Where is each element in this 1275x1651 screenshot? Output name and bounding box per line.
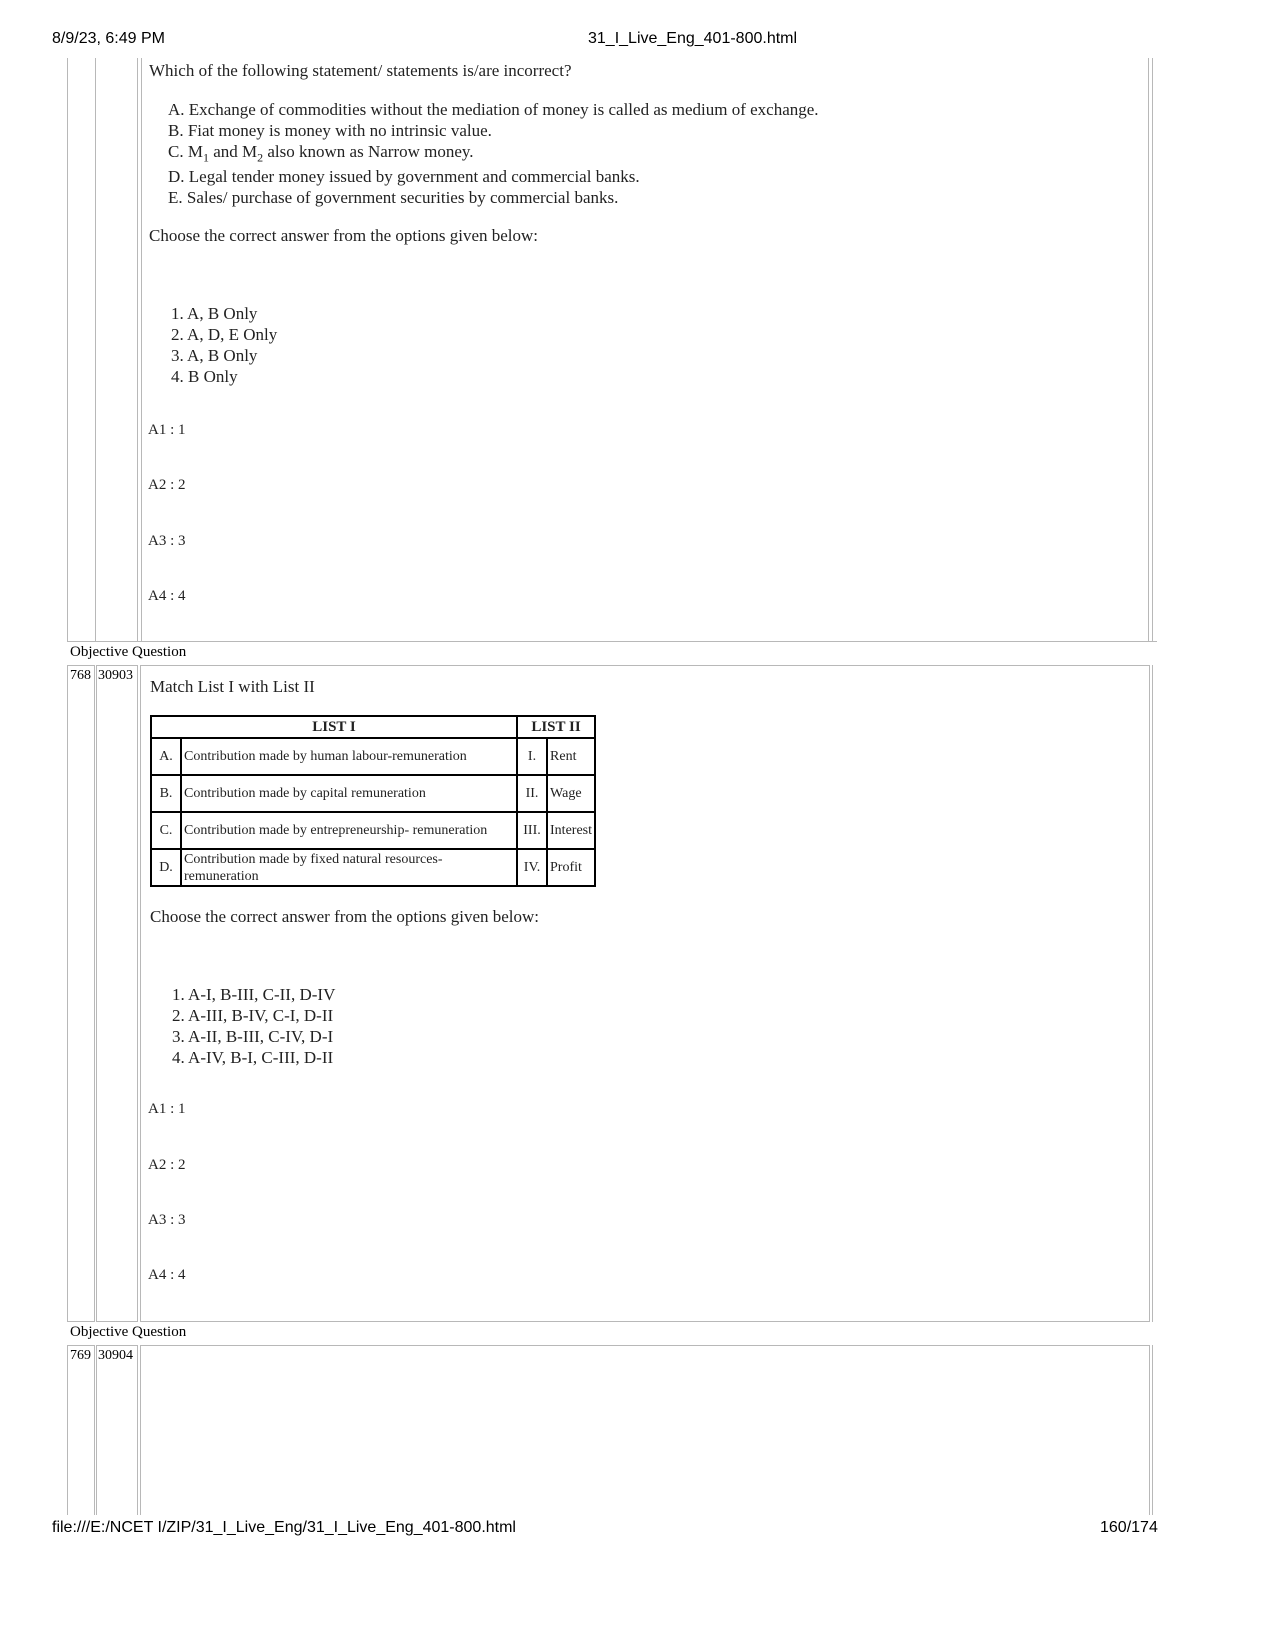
answer-2: A2 : 2 xyxy=(148,477,186,493)
list-i-item: Contribution made by fixed natural resources- remuneration xyxy=(181,849,517,886)
list-ii-item: Wage xyxy=(547,775,595,812)
row-letter: B. xyxy=(151,775,181,812)
answer-3: A3 : 3 xyxy=(148,533,186,549)
answer-4: A4 : 4 xyxy=(148,588,186,604)
frame-line xyxy=(67,58,68,642)
frame-line xyxy=(1152,665,1153,1322)
option-3: 3. A, B Only xyxy=(171,346,258,365)
answer-2: A2 : 2 xyxy=(148,1157,186,1173)
row-numeral: IV. xyxy=(517,849,547,886)
match-table xyxy=(150,715,596,887)
frame-line xyxy=(1148,58,1149,642)
answer-1: A1 : 1 xyxy=(148,422,186,438)
statement-b: B. Fiat money is money with no intrinsic value. xyxy=(168,121,492,140)
question-id: 30904 xyxy=(98,1348,133,1363)
question-text: Match List I with List II xyxy=(150,677,315,696)
frame-line xyxy=(137,58,138,642)
list-i-item: Contribution made by human labour-remuneration xyxy=(181,738,517,775)
question-number: 768 xyxy=(70,668,91,683)
question-text: Which of the following statement/ statements is/are incorrect? xyxy=(149,61,572,80)
frame-line xyxy=(1152,1345,1153,1515)
table-header-row xyxy=(151,716,595,738)
list-ii-item: Interest xyxy=(547,812,595,849)
table-row xyxy=(151,849,595,886)
list-ii-header: LIST II xyxy=(517,716,595,738)
list-ii-item: Rent xyxy=(547,738,595,775)
number-cell xyxy=(67,1345,95,1515)
frame-line xyxy=(95,58,96,642)
question-number: 769 xyxy=(70,1348,91,1363)
frame-line xyxy=(141,58,142,642)
option-3: 3. A-II, B-III, C-IV, D-I xyxy=(172,1027,334,1046)
question-id: 30903 xyxy=(98,668,133,683)
option-1: 1. A-I, B-III, C-II, D-IV xyxy=(172,985,336,1004)
answer-4: A4 : 4 xyxy=(148,1267,186,1283)
statement-e: E. Sales/ purchase of government securities by commercial banks. xyxy=(168,188,619,207)
choose-instruction: Choose the correct answer from the options given below: xyxy=(150,907,540,926)
table-row xyxy=(151,775,595,812)
list-i-item: Contribution made by entrepreneurship- remuneration xyxy=(181,812,517,849)
print-datetime: 8/9/23, 6:49 PM xyxy=(52,30,165,47)
row-numeral: I. xyxy=(517,738,547,775)
list-i-header: LIST I xyxy=(151,716,517,738)
option-2: 2. A, D, E Only xyxy=(171,325,278,344)
row-numeral: II. xyxy=(517,775,547,812)
list-ii-item: Profit xyxy=(547,849,595,886)
id-cell xyxy=(96,1345,138,1515)
number-cell xyxy=(67,665,95,1322)
answer-1: A1 : 1 xyxy=(148,1101,186,1117)
print-file-path: file:///E:/NCET I/ZIP/31_I_Live_Eng/31_I_Live_Eng_401-800.html xyxy=(52,1519,516,1536)
row-letter: C. xyxy=(151,812,181,849)
statement-d: D. Legal tender money issued by government and commercial banks. xyxy=(168,167,640,186)
statement-a: A. Exchange of commodities without the mediation of money is called as medium of exchange. xyxy=(168,100,819,119)
option-1: 1. A, B Only xyxy=(171,304,258,323)
row-numeral: III. xyxy=(517,812,547,849)
content-cell xyxy=(140,1345,1150,1515)
table-row xyxy=(151,738,595,775)
frame-line xyxy=(1152,58,1153,642)
option-4: 4. A-IV, B-I, C-III, D-II xyxy=(172,1048,334,1067)
row-letter: D. xyxy=(151,849,181,886)
frame-line xyxy=(67,641,1157,642)
choose-instruction: Choose the correct answer from the options given below: xyxy=(149,226,539,245)
id-cell xyxy=(96,665,138,1322)
row-letter: A. xyxy=(151,738,181,775)
question-type-label: Objective Question xyxy=(70,644,187,660)
option-4: 4. B Only xyxy=(171,367,238,386)
answer-3: A3 : 3 xyxy=(148,1212,186,1228)
print-title: 31_I_Live_Eng_401-800.html xyxy=(588,30,798,47)
question-type-label: Objective Question xyxy=(70,1324,187,1340)
table-row xyxy=(151,812,595,849)
statement-c: C. $M_1$ and $M_2$ also known as Narrow money. xyxy=(168,142,474,165)
option-2: 2. A-III, B-IV, C-I, D-II xyxy=(172,1006,334,1025)
page-number: 160/174 xyxy=(1100,1519,1158,1536)
list-i-item: Contribution made by capital remuneration xyxy=(181,775,517,812)
